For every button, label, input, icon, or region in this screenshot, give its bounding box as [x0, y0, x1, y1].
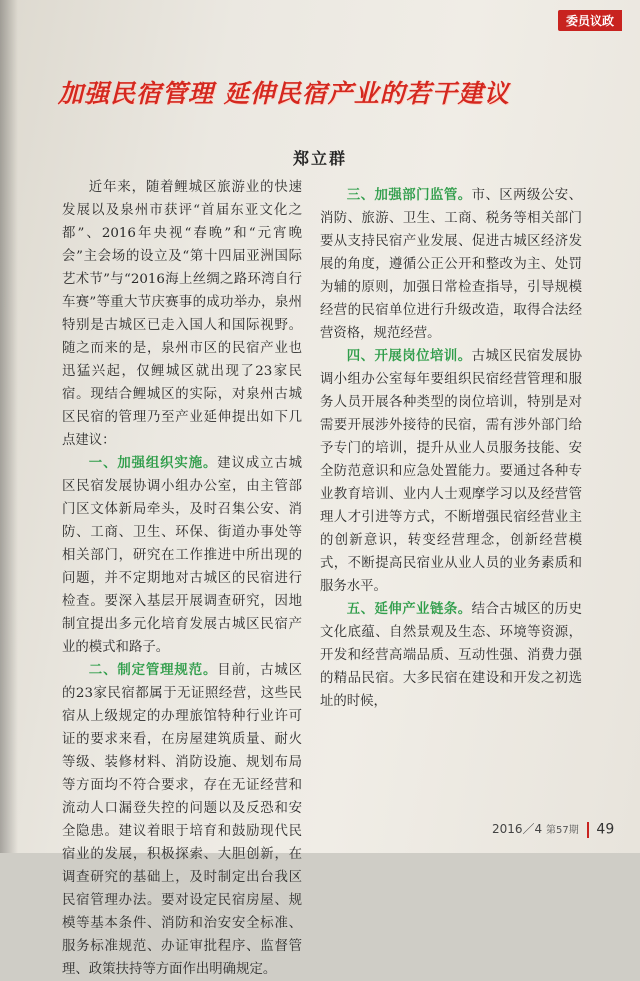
section-5-body: 结合古城区的历史文化底蕴、自然景观及生态、环境等资源，开发和经营高端品质、互动性强、消费力强的精品民宿。大多民宿在建设和开发之初选址的时候， — [320, 602, 583, 709]
section-3 — [320, 184, 582, 345]
section-5 — [320, 598, 582, 713]
section-tag: 委员议政 — [558, 10, 622, 31]
section-2-heading: 二、制定管理规范。 — [88, 663, 218, 678]
section-3-body: 市、区两级公安、消防、旅游、卫生、工商、税务等相关部门要从支持民宿产业发展、促进古城区经济发展的角度，遵循公正公开和整改为主、处罚为辅的原则，加强日常检查指导，引导规模经营的民宿单位进行升级改造，取得合法经营资格，规范经营。 — [320, 188, 583, 341]
footer-divider — [587, 822, 589, 838]
section-4-body: 古城区民宿发展协调小组办公室每年要组织民宿经营管理和服务人员开展各种类型的岗位培训，特别是对需要开展涉外接待的民宿，需有涉外部门给予专门的培训，提升从业人员服务技能、安全防范意识和应急处置能力。要通过各种专业教育培训、业内人士观摩学习以及经营管理人才引进等方式，不断增强民宿经营业主的创新意识，转变经营理念，创新经营模式，不断提高民宿业从业人员的业务素质和服务水平。 — [320, 349, 583, 594]
article-title: 加强民宿管理 延伸民宿产业的若干建议 — [58, 79, 510, 108]
page-number: 49 — [596, 821, 615, 838]
section-1-heading: 一、加强组织实施。 — [88, 456, 218, 471]
section-3-heading: 三、加强部门监管。 — [346, 188, 472, 203]
text-column-left — [62, 176, 302, 981]
section-5-heading: 五、延伸产业链条。 — [346, 602, 472, 617]
section-1-body: 建议成立古城区民宿发展协调小组办公室，由主管部门区文体新局牵头，及时召集公安、消防、工商、卫生、环保、街道办事处等相关部门，研究在工作推进中所出现的问题，并不定期地对古城区的民宿进行检查。要深入基层开展调查研究，因地制宜提出多元化培育发展古城区民宿产业的模式和路子。 — [62, 456, 303, 655]
section-2 — [62, 659, 302, 981]
issue-number: 第57期 — [546, 825, 579, 836]
text-column-right — [320, 184, 582, 713]
binding-shadow — [0, 0, 18, 853]
article-author: 郑立群 — [292, 149, 347, 168]
section-2-body: 目前，古城区的23家民宿都属于无证照经营，这些民宿从上级规定的办理旅馆特种行业许可证的要求来看，在房屋建筑质量、耐火等级、装修材料、消防设施、规划布局等方面均不符合要求，存在无证经营和流动人口漏登失控的问题以及反恐和安全隐患。建议着眼于培育和鼓励现代民宿业的发展，积极探索、大胆创新，在调查研究的基础上，及时制定出台我区民宿管理办法。要对设定民宿房屋、规模等基本条件、消防和治安安全标准、服务标准规范、办证审批程序、监督管理、政策扶持等方面作出明确规定。 — [62, 663, 303, 977]
section-1 — [62, 452, 302, 659]
section-4 — [320, 345, 582, 598]
issue-date: 2016／4 — [492, 822, 543, 836]
intro-paragraph: 近年来，随着鲤城区旅游业的快速发展以及泉州市获评“首届东亚文化之都”、2016年央视“春晚”和“元宵晚会”主会场的设立及“第十四届亚洲国际艺术节”与“2016海上丝绸之路环湾自行车赛”等重大节庆赛事的成功举办，泉州特别是古城区已走入国人和国际视野。随之而来的是，泉州市区的民宿产业也迅猛兴起，仅鲤城区就出现了23家民宿。现结合鲤城区的实际，对泉州古城区民宿的管理乃至产业延伸提出如下几点建议： — [62, 180, 302, 448]
section-4-heading: 四、开展岗位培训。 — [346, 349, 472, 364]
page-footer — [492, 820, 614, 838]
